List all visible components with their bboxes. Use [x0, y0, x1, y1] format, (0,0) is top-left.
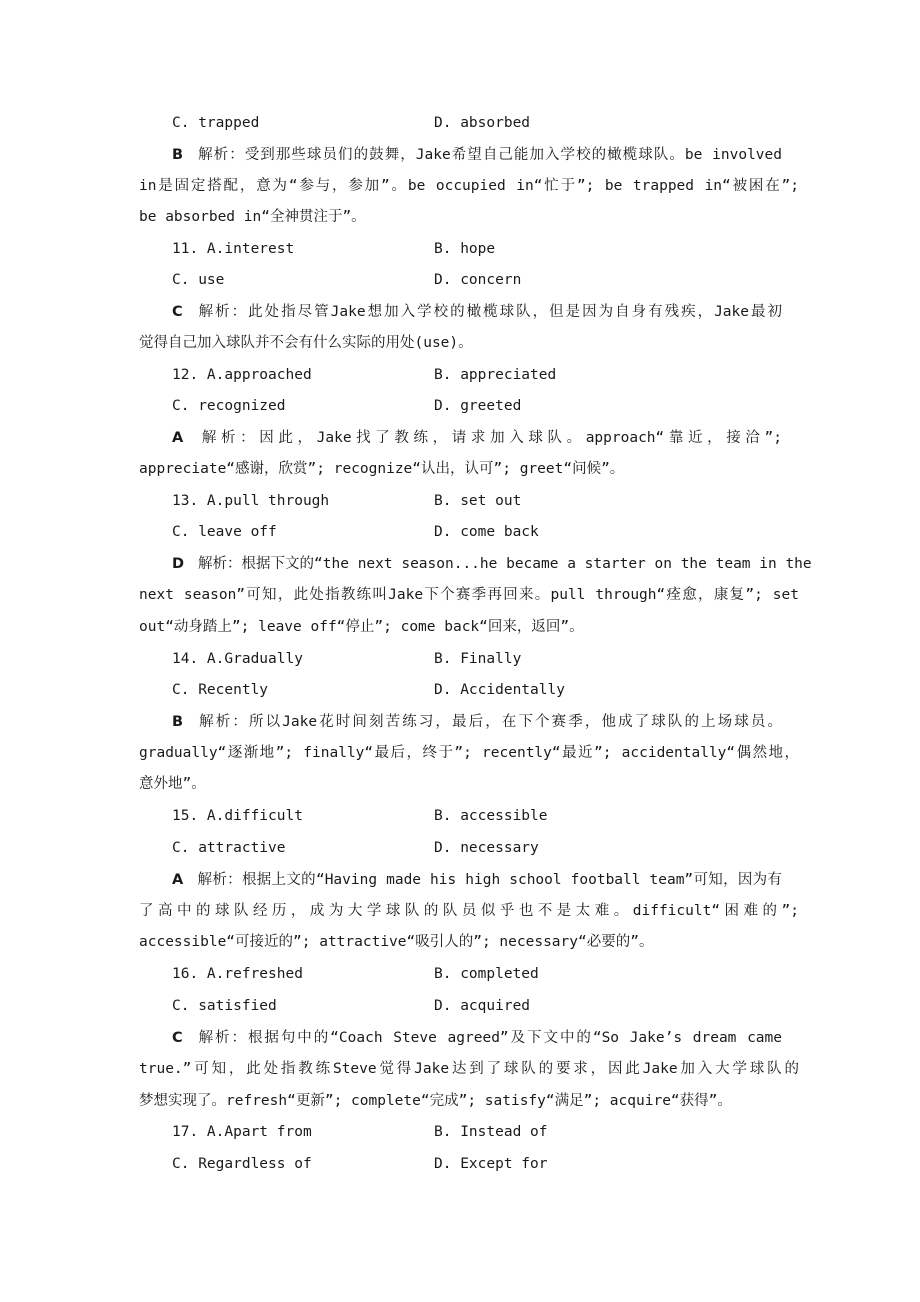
- q14-option-d: D. Accidentally: [434, 682, 565, 698]
- q16-option-b: B. completed: [434, 966, 539, 982]
- q14-explanation-line-1: B 解析：所以Jake花时间刻苦练习，最后，在下个赛季，他成了球队的上场球员。: [172, 714, 782, 730]
- q17-option-b: B. Instead of: [434, 1124, 548, 1140]
- q11-option-c: C. use: [172, 272, 225, 288]
- q16-explanation-line-2: true.”可知，此处指教练Steve觉得Jake达到了球队的要求，因此Jake加入大学球队的: [139, 1061, 799, 1077]
- q17-option-d: D. Except for: [434, 1156, 548, 1172]
- q16-option-d: D. acquired: [434, 998, 531, 1014]
- q10-explanation-line-1: B 解析：受到那些球员们的鼓舞，Jake希望自己能加入学校的橄榄球队。be involved: [172, 147, 782, 163]
- q11-option-b: B. hope: [434, 241, 496, 257]
- q13-option-c: C. leave off: [172, 524, 277, 540]
- q13-explanation-line-1: D 解析：根据下文的“the next season...he became a starter on the team in the: [172, 556, 812, 572]
- q15-explanation-line-1: A 解析：根据上文的“Having made his high school football team”可知，因为有: [172, 872, 782, 888]
- q11-answer-key: C: [172, 304, 183, 320]
- q12-explanation-line-1: A 解析：因此，Jake找了教练，请求加入球队。approach“靠近，接洽”;: [172, 430, 782, 446]
- q12-option-b: B. appreciated: [434, 367, 557, 383]
- q14-explanation-line-3: 意外地”。: [139, 776, 206, 792]
- q14-option-c: C. Recently: [172, 682, 269, 698]
- q12-option-d: D. greeted: [434, 398, 522, 414]
- q10-option-c: C. trapped: [172, 115, 260, 131]
- q13-explanation-line-3: out“动身踏上”; leave off“停止”; come back“回来，返回”。: [139, 619, 584, 635]
- q10-explanation-line-3: be absorbed in“全神贯注于”。: [139, 209, 366, 225]
- q11-option-a: 11. A.interest: [172, 241, 295, 257]
- q15-option-b: B. accessible: [434, 808, 548, 824]
- q15-option-d: D. necessary: [434, 840, 539, 856]
- q15-explanation-line-3: accessible“可接近的”; attractive“吸引人的”; necessary“必要的”。: [139, 934, 654, 950]
- q10-explanation-line-2: in是固定搭配，意为“参与，参加”。be occupied in“忙于”; be trapped in“被困在”;: [139, 178, 799, 194]
- q16-option-a: 16. A.refreshed: [172, 966, 303, 982]
- q15-option-a: 15. A.difficult: [172, 808, 303, 824]
- q16-explanation-line-3: 梦想实现了。refresh“更新”; complete“完成”; satisfy“满足”; acquire“获得”。: [139, 1093, 732, 1109]
- q13-option-d: D. come back: [434, 524, 539, 540]
- q13-option-a: 13. A.pull through: [172, 493, 330, 509]
- q12-explanation-line-2: appreciate“感谢，欣赏”; recognize“认出，认可”; greet“问候”。: [139, 461, 625, 477]
- q15-explanation-line-2: 了高中的球队经历，成为大学球队的队员似乎也不是太难。difficult“困难的”;: [139, 903, 799, 919]
- q16-explanation-line-1: C 解析：根据句中的“Coach Steve agreed”及下文中的“So Jake’s dream came: [172, 1030, 782, 1046]
- q13-explanation-line-2: next season”可知，此处指教练叫Jake下个赛季再回来。pull through“痊愈，康复”; set: [139, 587, 799, 603]
- q11-explanation-line-1: C 解析：此处指尽管Jake想加入学校的橄榄球队，但是因为自身有残疾，Jake最初: [172, 304, 782, 320]
- q10-option-d: D. absorbed: [434, 115, 531, 131]
- q16-option-c: C. satisfied: [172, 998, 277, 1014]
- q14-option-a: 14. A.Gradually: [172, 651, 303, 667]
- q12-option-a: 12. A.approached: [172, 367, 312, 383]
- q17-option-c: C. Regardless of: [172, 1156, 312, 1172]
- q14-explanation-line-2: gradually“逐渐地”; finally“最后，终于”; recently“最近”; accidentally“偶然地，: [139, 745, 799, 761]
- q15-option-c: C. attractive: [172, 840, 286, 856]
- q13-answer-key: D: [172, 556, 185, 572]
- q17-option-a: 17. A.Apart from: [172, 1124, 312, 1140]
- q11-explanation-line-2: 觉得自己加入球队并不会有什么实际的用处(use)。: [139, 335, 473, 351]
- q12-answer-key: A: [172, 430, 184, 446]
- q10-answer-key: B: [172, 147, 184, 163]
- q12-option-c: C. recognized: [172, 398, 286, 414]
- q13-option-b: B. set out: [434, 493, 522, 509]
- q16-answer-key: C: [172, 1030, 183, 1046]
- q14-answer-key: B: [172, 714, 184, 730]
- q11-option-d: D. concern: [434, 272, 522, 288]
- q15-answer-key: A: [172, 872, 184, 888]
- q14-option-b: B. Finally: [434, 651, 522, 667]
